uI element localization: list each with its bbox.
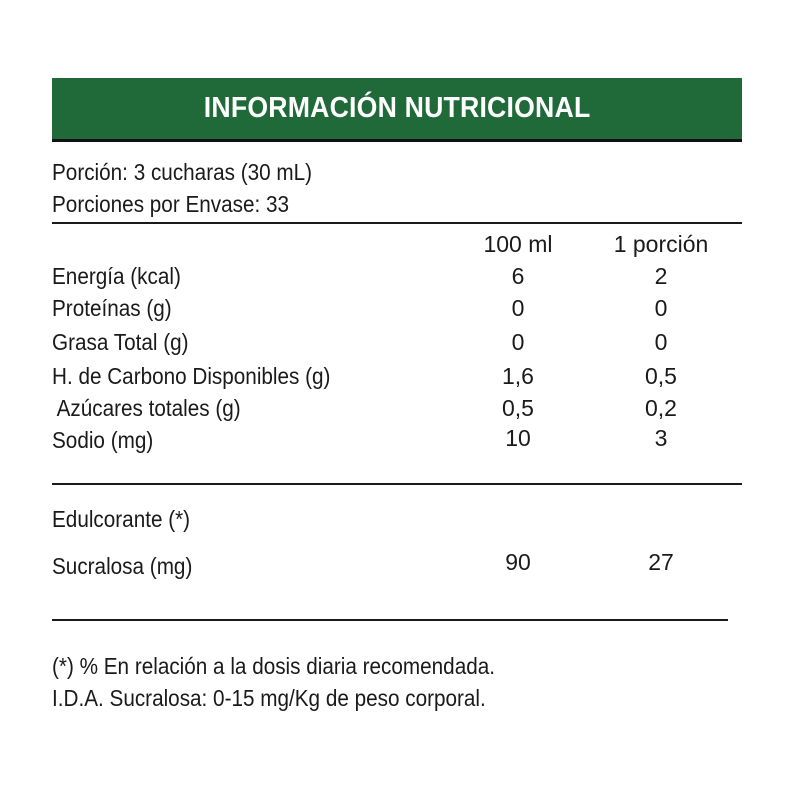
nutrient-value-100ml: 0 bbox=[511, 329, 525, 355]
sweetener-label: Sucralosa (mg) bbox=[52, 553, 193, 579]
column-header-portion: 1 porción bbox=[613, 231, 709, 257]
nutrient-label: Sodio (mg) bbox=[52, 427, 154, 453]
nutrient-value-100ml: 0,5 bbox=[502, 395, 534, 421]
footnote-ida: I.D.A. Sucralosa: 0-15 mg/Kg de peso corporal. bbox=[52, 685, 486, 711]
nutrient-label: Azúcares totales (g) bbox=[52, 395, 241, 421]
nutrient-value-100ml: 1,6 bbox=[502, 363, 534, 389]
nutrient-value-100ml: 10 bbox=[505, 425, 531, 451]
nutrient-label: Energía (kcal) bbox=[52, 263, 181, 289]
footnote-daily-value: (*) % En relación a la dosis diaria recomendada. bbox=[52, 653, 495, 679]
sweetener-value-portion: 27 bbox=[648, 549, 674, 575]
nutrient-value-portion: 0,2 bbox=[645, 395, 677, 421]
nutrient-value-100ml: 0 bbox=[511, 295, 525, 321]
divider-middle bbox=[52, 483, 742, 485]
nutrient-value-portion: 0 bbox=[654, 295, 668, 321]
sweetener-value-100ml: 90 bbox=[505, 549, 531, 575]
nutrient-value-100ml: 6 bbox=[511, 263, 525, 289]
nutrient-value-portion: 2 bbox=[654, 263, 668, 289]
nutrient-label: H. de Carbono Disponibles (g) bbox=[52, 363, 331, 389]
column-header-100ml: 100 ml bbox=[483, 231, 553, 257]
nutrient-value-portion: 0 bbox=[654, 329, 668, 355]
portions-per-container: Porciones por Envase: 33 bbox=[52, 191, 290, 217]
divider-bottom bbox=[52, 619, 728, 621]
nutrition-title: INFORMACIÓN NUTRICIONAL bbox=[203, 92, 591, 124]
nutrient-label: Grasa Total (g) bbox=[52, 329, 189, 355]
nutrient-value-portion: 3 bbox=[654, 425, 668, 451]
divider-top bbox=[52, 222, 742, 224]
portion-size: Porción: 3 cucharas (30 mL) bbox=[52, 159, 313, 185]
nutrient-label: Proteínas (g) bbox=[52, 295, 172, 321]
nutrient-value-portion: 0,5 bbox=[645, 363, 677, 389]
sweetener-heading: Edulcorante (*) bbox=[52, 506, 191, 532]
nutrition-header bbox=[52, 78, 742, 142]
